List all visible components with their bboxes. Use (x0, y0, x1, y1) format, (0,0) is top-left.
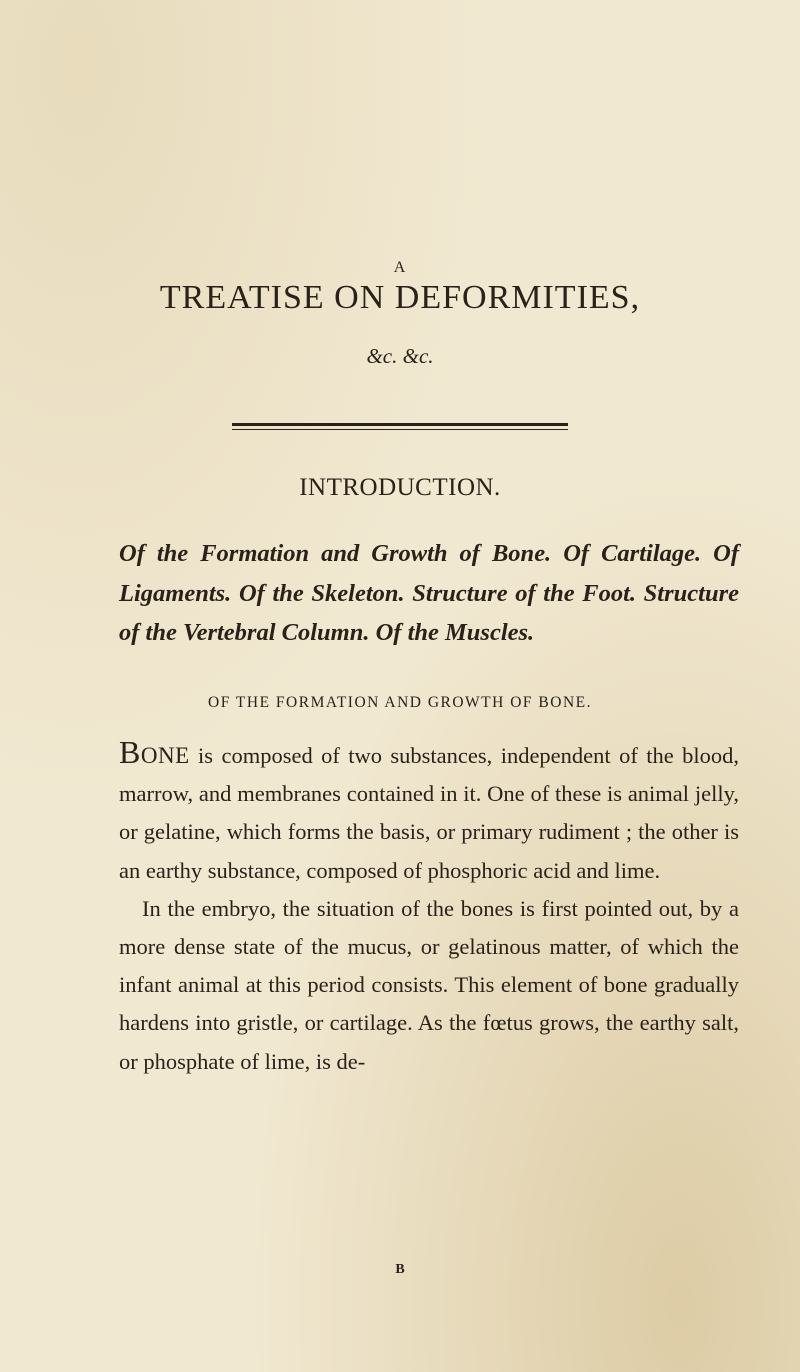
paragraph-2: In the embryo, the situation of the bones is first pointed out, by a more dense state of the mucus, or gelatinous matter, of which the infant animal at this period consists. This element of bone gradually hardens into gristle, or cartilage. As the fœtus grows, the earthy salt, or phosphate of lime, is de- (119, 895, 739, 1074)
title-article: A (393, 259, 407, 276)
title-etc: &c. &c. (366, 344, 434, 368)
title-rule-thick (232, 423, 568, 426)
book-title: TREATISE ON DEFORMITIES, (159, 279, 641, 316)
title-rule-thin (232, 429, 568, 430)
signature-mark: B (395, 1262, 405, 1277)
first-word: BONE (119, 734, 190, 770)
introduction-synopsis: Of the Formation and Growth of Bone. Of Cartilage. Of Ligaments. Of the Skeleton. Structure of the Foot. Structure of the Vertebral Column. Of the Muscles. (119, 540, 739, 646)
paragraph-1-text: is composed of two substances, independent of the blood, marrow, and membranes contained in it. One of these is animal jelly, or gelatine, which forms the basis, or primary rudiment ; the other is an earthy substance, composed of phosphoric acid and lime. (119, 743, 739, 883)
body-text (119, 733, 739, 1081)
introduction-heading: INTRODUCTION. (299, 474, 501, 501)
section-heading: OF THE FORMATION AND GROWTH OF BONE. (208, 694, 592, 711)
paragraph-1 (119, 733, 739, 890)
